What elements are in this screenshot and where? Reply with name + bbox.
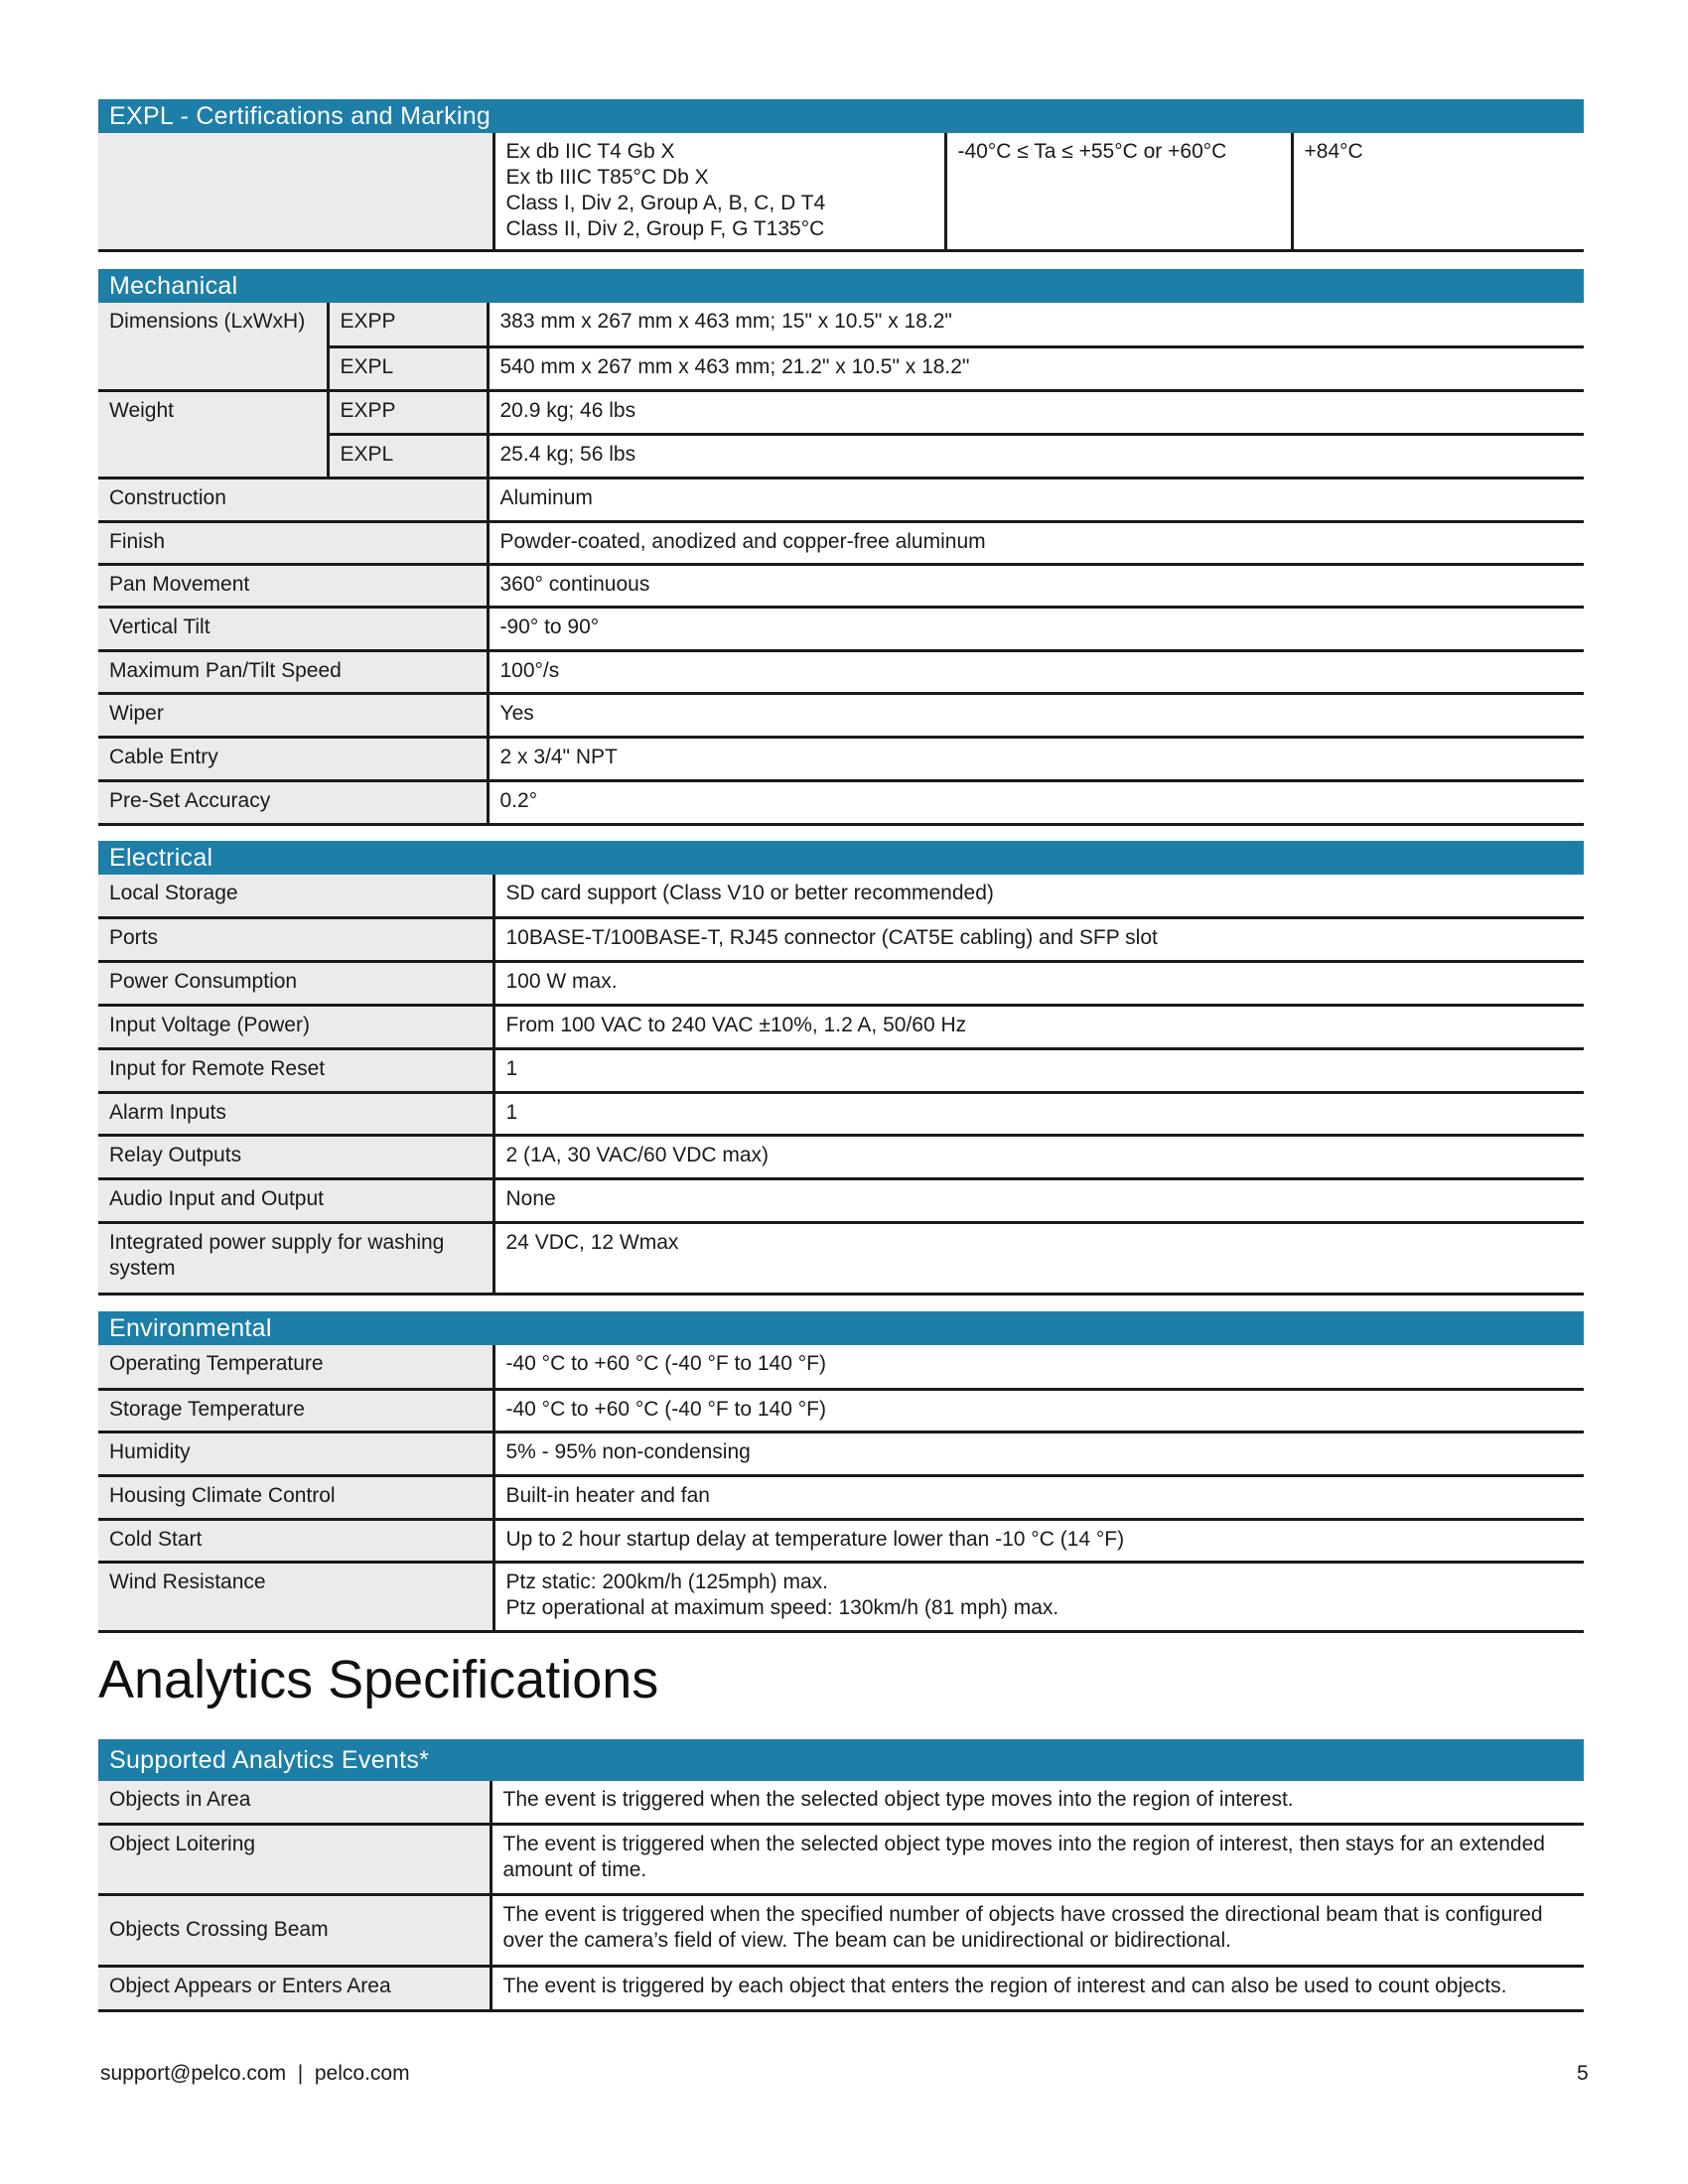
spec-label: Cable Entry	[98, 737, 488, 780]
spec-label: Input Voltage (Power)	[98, 1005, 493, 1048]
spec-value: 10BASE-T/100BASE-T, RJ45 connector (CAT5E cabling) and SFP slot	[493, 917, 1584, 961]
event-description: The event is triggered when the selected object type moves into the region of interest.	[491, 1781, 1584, 1824]
table-row	[98, 875, 1584, 917]
table-row	[98, 1005, 1584, 1048]
analytics-section	[98, 1739, 1584, 2012]
environmental-table	[98, 1345, 1584, 1633]
table-row	[98, 390, 1584, 434]
event-label: Object Loitering	[98, 1824, 491, 1894]
expl-certifications-section	[98, 99, 1584, 252]
dimensions-label: Dimensions (LxWxH)	[98, 303, 328, 390]
electrical-header: Electrical	[98, 841, 1584, 875]
spec-label: Storage Temperature	[98, 1389, 493, 1432]
analytics-header: Supported Analytics Events*	[98, 1739, 1584, 1781]
spec-value: None	[493, 1178, 1584, 1222]
electrical-section	[98, 841, 1584, 1296]
environmental-section	[98, 1311, 1584, 1633]
table-row	[98, 1966, 1584, 2010]
dimensions-value: 383 mm x 267 mm x 463 mm; 15" x 10.5" x 18.2"	[488, 303, 1584, 346]
spec-value: 1	[493, 1048, 1584, 1092]
event-description: The event is triggered when the selected object type moves into the region of interest, then stays for an extended amount of time.	[491, 1824, 1584, 1894]
spec-value: 0.2°	[488, 780, 1584, 824]
spec-label: Construction	[98, 478, 488, 521]
spec-value: 24 VDC, 12 Wmax	[493, 1222, 1584, 1294]
spec-value: -40 °C to +60 °C (-40 °F to 140 °F)	[493, 1345, 1584, 1389]
spec-label: Finish	[98, 521, 488, 564]
mechanical-header: Mechanical	[98, 269, 1584, 303]
table-row	[98, 737, 1584, 780]
table-row	[98, 693, 1584, 737]
table-row	[98, 478, 1584, 521]
spec-label: Maximum Pan/Tilt Speed	[98, 650, 488, 693]
table-row	[98, 1178, 1584, 1222]
dimensions-value: 540 mm x 267 mm x 463 mm; 21.2" x 10.5" x 18.2"	[488, 346, 1584, 390]
spec-value: 100°/s	[488, 650, 1584, 693]
weight-variant: EXPL	[328, 434, 488, 478]
spec-label: Pre-Set Accuracy	[98, 780, 488, 824]
expl-certifications-table	[98, 133, 1584, 252]
table-row	[98, 1432, 1584, 1475]
mechanical-table	[98, 303, 1584, 826]
table-row	[98, 917, 1584, 961]
event-label: Object Appears or Enters Area	[98, 1966, 491, 2010]
analytics-table	[98, 1781, 1584, 2012]
table-row	[98, 133, 1584, 250]
spec-value: 5% - 95% non-condensing	[493, 1432, 1584, 1475]
table-row	[98, 1345, 1584, 1389]
footer-contact[interactable]: support@pelco.com | pelco.com	[100, 2062, 410, 2085]
spec-label: Housing Climate Control	[98, 1475, 493, 1519]
spec-value: Powder-coated, anodized and copper-free aluminum	[488, 521, 1584, 564]
table-row	[98, 607, 1584, 650]
table-row	[98, 1222, 1584, 1294]
table-row	[98, 1562, 1584, 1631]
event-description: The event is triggered when the specified number of objects have crossed the directional beam that is configured over the camera’s field of view. The beam can be unidirectional or bidirectional.	[491, 1894, 1584, 1966]
spec-value: -90° to 90°	[488, 607, 1584, 650]
table-row	[98, 303, 1584, 346]
spec-value: From 100 VAC to 240 VAC ±10%, 1.2 A, 50/60 Hz	[493, 1005, 1584, 1048]
ambient-temperature-cell: -40°C ≤ Ta ≤ +55°C or +60°C	[945, 133, 1292, 250]
spec-value: 2 (1A, 30 VAC/60 VDC max)	[493, 1135, 1584, 1178]
spec-label: Operating Temperature	[98, 1345, 493, 1389]
dimensions-variant: EXPP	[328, 303, 488, 346]
environmental-header: Environmental	[98, 1311, 1584, 1345]
page-title: Analytics Specifications	[98, 1650, 659, 1709]
spec-value: Aluminum	[488, 478, 1584, 521]
spec-value: -40 °C to +60 °C (-40 °F to 140 °F)	[493, 1389, 1584, 1432]
table-row	[98, 1519, 1584, 1562]
weight-variant: EXPP	[328, 390, 488, 434]
spec-label: Humidity	[98, 1432, 493, 1475]
table-row	[98, 1389, 1584, 1432]
table-row	[98, 564, 1584, 607]
empty-label-cell	[98, 133, 493, 250]
table-row	[98, 521, 1584, 564]
table-row	[98, 1475, 1584, 1519]
spec-value: 2 x 3/4" NPT	[488, 737, 1584, 780]
mechanical-section	[98, 269, 1584, 826]
spec-label: Cold Start	[98, 1519, 493, 1562]
marking-cell: Ex db IIC T4 Gb X Ex tb IIIC T85°C Db X Class I, Div 2, Group A, B, C, D T4 Class II, Div 2, Group F, G T135°C	[493, 133, 945, 250]
spec-label: Wind Resistance	[98, 1562, 493, 1631]
table-row	[98, 1894, 1584, 1966]
spec-value: Ptz static: 200km/h (125mph) max. Ptz operational at maximum speed: 130km/h (81 mph) max.	[493, 1562, 1584, 1631]
spec-label: Input for Remote Reset	[98, 1048, 493, 1092]
spec-label: Ports	[98, 917, 493, 961]
spec-label: Relay Outputs	[98, 1135, 493, 1178]
page-number: 5	[1577, 2062, 1589, 2085]
weight-label: Weight	[98, 390, 328, 478]
spec-value: 360° continuous	[488, 564, 1584, 607]
expl-certifications-header: EXPL - Certifications and Marking	[98, 99, 1584, 133]
event-description: The event is triggered by each object that enters the region of interest and can also be used to count objects.	[491, 1966, 1584, 2010]
spec-label: Integrated power supply for washing system	[98, 1222, 493, 1294]
spec-value: Built-in heater and fan	[493, 1475, 1584, 1519]
spec-label: Local Storage	[98, 875, 493, 917]
surface-temperature-cell: +84°C	[1292, 133, 1584, 250]
weight-value: 20.9 kg; 46 lbs	[488, 390, 1584, 434]
spec-label: Power Consumption	[98, 961, 493, 1005]
spec-value: 1	[493, 1092, 1584, 1135]
spec-value: 100 W max.	[493, 961, 1584, 1005]
spec-label: Vertical Tilt	[98, 607, 488, 650]
table-row	[98, 780, 1584, 824]
table-row	[98, 961, 1584, 1005]
table-row	[98, 1781, 1584, 1824]
dimensions-variant: EXPL	[328, 346, 488, 390]
spec-value: Up to 2 hour startup delay at temperature lower than -10 °C (14 °F)	[493, 1519, 1584, 1562]
spec-value: Yes	[488, 693, 1584, 737]
table-row	[98, 650, 1584, 693]
table-row	[98, 1048, 1584, 1092]
spec-label: Wiper	[98, 693, 488, 737]
electrical-table	[98, 875, 1584, 1296]
weight-value: 25.4 kg; 56 lbs	[488, 434, 1584, 478]
spec-label: Alarm Inputs	[98, 1092, 493, 1135]
event-label: Objects in Area	[98, 1781, 491, 1824]
table-row	[98, 1092, 1584, 1135]
table-row	[98, 1824, 1584, 1894]
spec-value: SD card support (Class V10 or better recommended)	[493, 875, 1584, 917]
spec-label: Audio Input and Output	[98, 1178, 493, 1222]
table-row	[98, 1135, 1584, 1178]
event-label: Objects Crossing Beam	[98, 1894, 491, 1966]
spec-label: Pan Movement	[98, 564, 488, 607]
